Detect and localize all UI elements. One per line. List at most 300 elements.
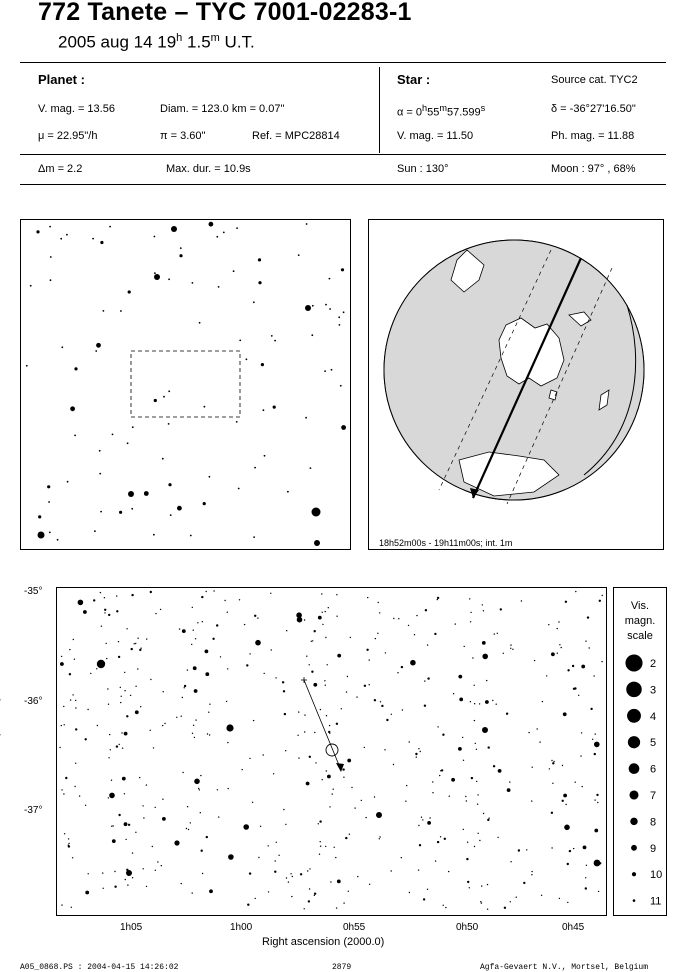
field-star <box>190 822 191 823</box>
field-star <box>573 688 575 690</box>
scale-label: 5 <box>650 737 657 750</box>
field-star <box>471 777 473 779</box>
field-star <box>559 644 560 645</box>
field-star <box>322 612 323 613</box>
field-star <box>142 805 143 806</box>
field-star <box>369 659 370 660</box>
field-star <box>201 596 203 598</box>
field-star <box>442 734 444 736</box>
field-star <box>103 888 104 889</box>
field-star <box>472 657 473 658</box>
finder-star <box>50 256 52 258</box>
field-star <box>187 806 188 807</box>
field-star <box>332 793 333 794</box>
field-star <box>264 673 265 674</box>
field-star <box>254 615 256 617</box>
field-star <box>416 615 417 616</box>
field-star <box>325 637 326 638</box>
delta-magnitude: Δm = 2.2 <box>38 163 83 175</box>
field-star <box>319 820 321 822</box>
field-star <box>192 607 193 608</box>
field-star <box>416 756 417 757</box>
field-star <box>75 700 76 701</box>
finder-star <box>144 491 149 496</box>
field-star <box>393 618 394 619</box>
field-star <box>206 591 207 592</box>
field-star <box>275 860 276 861</box>
field-star <box>506 713 508 715</box>
finder-star <box>338 316 340 318</box>
star-vmag: V. mag. = 11.50 <box>397 130 474 142</box>
field-star <box>364 747 365 748</box>
field-star <box>186 828 187 829</box>
field-star <box>75 707 76 708</box>
finder-star <box>258 281 261 284</box>
finder-star <box>298 254 300 256</box>
field-star <box>309 756 311 758</box>
field-star <box>586 865 587 866</box>
scale-marker <box>626 682 641 697</box>
field-star <box>367 597 368 598</box>
finder-star <box>329 278 331 280</box>
finder-star <box>254 467 256 469</box>
field-star <box>304 619 305 620</box>
field-star <box>70 699 71 700</box>
header-divider-bottom <box>20 184 666 185</box>
field-star <box>191 644 192 645</box>
field-star <box>596 794 598 796</box>
finder-star <box>127 442 129 444</box>
footer-file: A05_0868.PS : 2004-04-15 14:26:02 <box>20 963 179 972</box>
field-star <box>127 884 128 885</box>
finder-star <box>253 536 255 538</box>
finder-star <box>339 324 341 326</box>
finder-star <box>153 534 155 536</box>
field-star <box>132 877 133 878</box>
field-star <box>539 741 540 742</box>
field-star <box>182 697 183 698</box>
field-star <box>469 598 470 599</box>
field-star <box>291 896 292 897</box>
field-star <box>192 733 193 734</box>
field-star <box>405 801 406 802</box>
field-star <box>309 868 310 869</box>
field-star <box>194 689 198 693</box>
field-star <box>409 741 410 742</box>
field-star <box>475 743 476 744</box>
field-star <box>119 744 120 745</box>
field-star <box>213 590 214 591</box>
field-star <box>135 710 139 714</box>
field-star <box>559 898 560 899</box>
field-star <box>327 664 328 665</box>
field-star <box>458 747 462 751</box>
field-star <box>593 675 594 676</box>
field-star <box>348 891 349 892</box>
finder-bright-star <box>314 540 320 546</box>
field-star <box>497 837 498 838</box>
field-star <box>481 902 482 903</box>
field-star <box>434 633 436 635</box>
field-star <box>85 891 89 895</box>
planet-vmag: V. mag. = 13.56 <box>38 103 115 115</box>
field-star <box>161 865 162 866</box>
field-star <box>150 730 151 731</box>
finder-star <box>154 399 157 402</box>
field-star <box>298 757 299 758</box>
field-star <box>146 784 147 785</box>
field-star <box>557 628 558 629</box>
field-star <box>200 812 201 813</box>
scale-label: 8 <box>650 816 657 829</box>
field-star <box>350 637 351 638</box>
field-star <box>65 777 67 779</box>
finder-star <box>343 311 345 313</box>
footer-page: 2879 <box>332 963 352 972</box>
field-star <box>585 877 586 878</box>
finder-star <box>209 222 214 227</box>
finder-star <box>131 508 133 510</box>
field-star <box>61 789 62 790</box>
field-star <box>467 842 468 843</box>
field-star <box>199 789 200 790</box>
field-star <box>599 600 601 602</box>
field-star <box>130 695 131 696</box>
field-star <box>288 881 289 882</box>
field-star <box>374 796 375 797</box>
field-star <box>551 812 553 814</box>
field-star <box>157 861 158 862</box>
field-star <box>562 800 564 802</box>
finder-bright-star <box>38 532 45 539</box>
field-star <box>345 837 347 839</box>
field-star <box>243 824 249 830</box>
field-star <box>125 839 126 840</box>
field-star <box>470 701 471 702</box>
field-star <box>486 680 487 681</box>
field-star <box>122 777 126 781</box>
finder-star <box>99 473 101 475</box>
field-star <box>424 680 425 681</box>
field-star <box>528 732 529 733</box>
finder-star <box>239 340 241 342</box>
field-star <box>74 659 75 660</box>
field-star <box>354 807 355 808</box>
field-star <box>488 818 489 819</box>
field-star <box>162 799 163 800</box>
field-star <box>322 779 323 780</box>
field-star <box>336 907 337 908</box>
field-star <box>120 702 121 703</box>
scale-marker <box>625 654 642 671</box>
field-star <box>193 725 194 726</box>
field-star <box>72 694 73 695</box>
field-star <box>143 868 144 869</box>
field-star <box>273 773 274 774</box>
field-star <box>463 760 464 761</box>
finder-star <box>306 223 308 225</box>
field-star <box>326 770 327 771</box>
finder-star <box>204 406 206 408</box>
field-star <box>485 700 489 704</box>
field-star <box>327 775 331 779</box>
finder-star <box>190 535 192 537</box>
star-phmag: Ph. mag. = 11.88 <box>551 130 635 142</box>
field-star <box>116 595 117 596</box>
field-star <box>381 705 383 707</box>
finder-star <box>168 483 171 486</box>
field-star <box>487 819 489 821</box>
finder-star <box>168 390 170 392</box>
field-star <box>135 832 136 833</box>
field-star <box>378 602 379 603</box>
planet-mu: μ = 22.95"/h <box>38 130 98 142</box>
field-star <box>449 796 450 797</box>
field-star <box>108 614 110 616</box>
field-star <box>551 847 552 848</box>
field-star <box>598 891 599 892</box>
field-star <box>192 892 193 893</box>
scale-label: 11 <box>650 895 662 908</box>
field-star <box>124 732 128 736</box>
scale-label: 6 <box>650 763 657 776</box>
x-tick-label: 1h05 <box>120 922 143 933</box>
field-star <box>202 873 203 874</box>
bright-star <box>126 870 132 876</box>
field-star <box>107 688 108 689</box>
field-star <box>315 762 316 763</box>
field-star <box>420 751 421 752</box>
field-star <box>552 783 553 784</box>
field-star <box>402 709 403 710</box>
field-star <box>252 802 253 803</box>
field-star <box>314 895 315 896</box>
field-star <box>282 681 284 683</box>
field-star <box>337 880 341 884</box>
field-star <box>226 701 227 702</box>
field-star <box>139 649 141 651</box>
field-star <box>581 732 582 733</box>
field-star <box>296 612 302 618</box>
finder-star <box>100 241 103 244</box>
field-star <box>532 767 533 768</box>
field-star <box>343 902 344 903</box>
finder-star <box>50 279 52 281</box>
field-star <box>567 863 569 865</box>
field-star <box>307 870 308 871</box>
field-star <box>132 852 133 853</box>
field-star <box>531 871 532 872</box>
field-star <box>587 616 589 618</box>
field-star <box>594 742 600 748</box>
field-star <box>321 593 322 594</box>
field-star <box>297 735 298 736</box>
field-star <box>493 765 495 767</box>
finder-star <box>273 406 276 409</box>
y-tick-label: -35° <box>24 586 43 597</box>
field-star <box>601 661 602 662</box>
field-star <box>328 607 329 608</box>
field-star <box>106 658 107 659</box>
field-star <box>346 691 347 692</box>
field-star <box>306 656 307 657</box>
finder-star <box>192 282 194 284</box>
field-star <box>401 857 402 858</box>
field-star <box>565 601 567 603</box>
planet-parallax: π = 3.60" <box>160 130 206 142</box>
field-star <box>113 825 114 826</box>
finder-star <box>312 305 314 307</box>
field-star <box>482 654 488 660</box>
finder-star <box>310 467 312 469</box>
field-star <box>500 608 502 610</box>
field-star <box>440 836 441 837</box>
finder-chart-stars <box>21 220 350 549</box>
field-star <box>494 633 495 634</box>
field-star <box>578 695 579 696</box>
field-star <box>437 597 439 599</box>
moon-info: Moon : 97° , 68% <box>551 163 636 175</box>
x-axis-label: Right ascension (2000.0) <box>262 936 385 948</box>
finder-star <box>109 226 111 228</box>
field-star <box>309 888 310 889</box>
planet-heading: Planet : <box>38 72 85 87</box>
finder-star <box>48 501 50 503</box>
field-star <box>326 715 327 716</box>
field-star <box>268 845 269 846</box>
field-star <box>487 884 488 885</box>
field-star <box>594 829 598 833</box>
field-star <box>365 817 366 818</box>
field-star <box>415 753 417 755</box>
finder-star <box>203 502 206 505</box>
field-star <box>541 895 542 896</box>
field-star <box>146 638 147 639</box>
field-star <box>257 617 258 618</box>
field-star <box>114 886 116 888</box>
field-star <box>437 841 439 843</box>
field-star <box>553 761 554 762</box>
finder-star <box>61 346 63 348</box>
field-star <box>375 638 376 639</box>
field-star <box>483 813 484 814</box>
finder-star <box>67 481 69 483</box>
field-star <box>59 747 60 748</box>
field-star <box>342 768 344 770</box>
field-star <box>313 683 317 687</box>
field-star <box>478 833 479 834</box>
x-tick-label: 0h55 <box>343 922 366 933</box>
field-star <box>195 638 196 639</box>
field-star <box>72 857 73 858</box>
event-datetime: 2005 aug 14 19$^h$ 1.5$^m$ U.T. <box>58 32 255 52</box>
finder-star <box>177 506 182 511</box>
field-star <box>423 898 425 900</box>
field-star <box>176 717 177 718</box>
field-star <box>160 609 161 610</box>
field-star <box>443 905 444 906</box>
field-star <box>474 703 475 704</box>
header-divider-mid <box>20 154 666 155</box>
field-star <box>410 660 416 666</box>
field-star <box>595 733 596 734</box>
field-star <box>137 668 138 669</box>
finder-star <box>168 423 170 425</box>
field-star <box>220 656 221 657</box>
field-star <box>124 822 128 826</box>
field-star <box>209 889 213 893</box>
field-star <box>440 770 441 771</box>
field-star <box>324 680 325 681</box>
field-star <box>150 679 151 680</box>
field-star <box>380 701 381 702</box>
field-star <box>162 817 166 821</box>
field-star <box>286 630 287 631</box>
finder-star <box>233 270 235 272</box>
y-tick-label: -37° <box>24 805 43 816</box>
star-declination: δ = -36°27'16.50" <box>551 103 636 115</box>
finder-star <box>74 435 76 437</box>
planet-diameter: Diam. = 123.0 km = 0.07" <box>160 103 285 115</box>
field-star <box>68 843 69 844</box>
field-star <box>181 716 182 717</box>
field-star <box>562 765 563 766</box>
footer-credit: Agfa-Gevaert N.V., Mortsel, Belgium <box>480 963 649 972</box>
field-star <box>398 618 399 619</box>
field-star <box>246 664 248 666</box>
finder-star <box>170 514 172 516</box>
field-star <box>163 691 164 692</box>
field-star <box>427 821 431 825</box>
field-star <box>194 779 200 785</box>
field-star <box>329 733 330 734</box>
field-star <box>249 758 250 759</box>
field-star <box>512 649 513 650</box>
field-star <box>427 644 428 645</box>
field-star <box>276 842 277 843</box>
bright-star <box>174 840 179 845</box>
field-star <box>391 870 392 871</box>
field-star <box>464 646 465 647</box>
finder-star <box>180 247 182 249</box>
field-star <box>518 849 520 851</box>
field-star <box>227 668 228 669</box>
field-star <box>101 626 102 627</box>
field-star <box>551 760 552 761</box>
field-star <box>563 794 567 798</box>
field-star <box>548 624 549 625</box>
field-star <box>537 728 538 729</box>
field-star <box>334 847 335 848</box>
field-star <box>569 850 571 852</box>
finder-bright-star <box>171 226 177 232</box>
field-star <box>182 772 183 773</box>
field-star <box>298 711 299 712</box>
field-star <box>209 734 210 735</box>
field-star <box>336 616 337 617</box>
field-star <box>118 656 120 658</box>
finder-star <box>112 434 114 436</box>
field-star <box>467 881 469 883</box>
field-star <box>335 857 336 858</box>
field-star <box>309 664 310 665</box>
field-star <box>206 836 208 838</box>
field-star <box>253 720 254 721</box>
finder-star <box>329 308 331 310</box>
field-star <box>88 873 89 874</box>
star-source-catalog: Source cat. TYC2 <box>551 74 638 86</box>
field-star <box>374 699 376 701</box>
